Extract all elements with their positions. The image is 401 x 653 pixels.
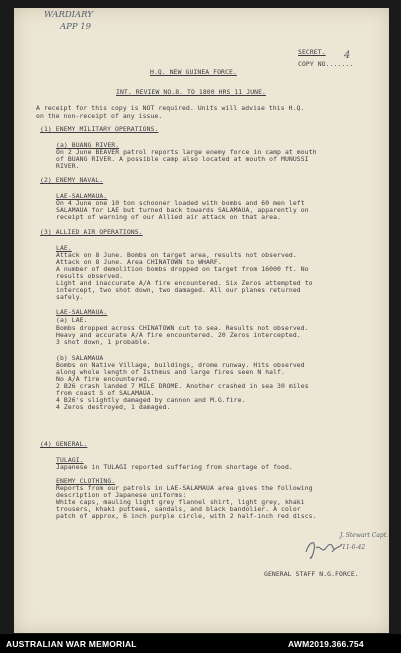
handwritten-note-wardiary: WARDIARY <box>44 10 93 20</box>
body-line: intercept, two shot down, two damaged. All our planes returned <box>56 286 301 294</box>
body-line: trousers, khaki puttees, sandals, and black bandolier. A color <box>56 505 301 513</box>
body-line: description of Japanese uniforms: <box>56 491 187 499</box>
body-line: receipt of warning of our Allied air attack on that area. <box>56 213 282 221</box>
body-line: A number of demolition bombs dropped on target from 16000 ft. No <box>56 265 309 273</box>
footer-accession-number: AWM2019.366.754 <box>288 639 364 649</box>
body-line: On 2 June BEAVER patrol reports large enemy force in camp at mouth <box>56 148 317 156</box>
subsection-heading: (a) BUANG RIVER. <box>56 141 120 149</box>
footer-institution: AUSTRALIAN WAR MEMORIAL <box>6 639 137 649</box>
body-line: (a) LAE. <box>56 316 88 324</box>
section-heading: (4) GENERAL. <box>40 440 88 448</box>
document-page <box>14 8 389 633</box>
body-line: Bombs dropped across CHINATOWN cut to sea. Results not observed. <box>56 324 309 332</box>
signature-date: 11-6-42 <box>342 544 366 551</box>
body-line: RIVER. <box>56 162 80 170</box>
body-line: along whole length of Isthmus and large fires seen N half. <box>56 368 285 376</box>
section-heading: (1) ENEMY MILITARY OPERATIONS. <box>40 125 159 133</box>
body-line: from coast S of SALAMAUA. <box>56 389 155 397</box>
document-subtitle: INT. REVIEW NO.8. TO 1800 HRS 11 JUNE. <box>116 88 267 96</box>
body-line: Attack on 8 June. Bombs on target area, results not observed. <box>56 251 297 259</box>
body-line: White caps, mauling light grey flannel shirt, light grey, khaki <box>56 498 305 506</box>
body-line: Bombs on Native Village, buildings, drome runway. Hits observed <box>56 361 305 369</box>
body-line: safely. <box>56 293 84 301</box>
body-line: Reports from our patrols in LAE-SALAMAUA area gives the following <box>56 484 313 492</box>
signature-block: GENERAL STAFF N.G.FORCE. <box>264 570 359 578</box>
body-line: 4 Zeros destroyed, 1 damaged. <box>56 403 171 411</box>
body-line: 2 B26 crash landed 7 MILE DROME. Another crashed in sea 30 miles <box>56 382 309 390</box>
signature-name: J. Stewart Capt. <box>340 532 389 539</box>
subsection-heading: LAE-SALAMAUA. <box>56 192 108 200</box>
footer-bar <box>0 634 401 653</box>
handwritten-copy-number: 4 <box>344 50 351 61</box>
subsection-heading: TULAGI. <box>56 456 84 464</box>
body-line: No A/A fire encountered. <box>56 375 151 383</box>
body-line: results observed. <box>56 272 124 280</box>
classification-label: SECRET. <box>298 48 326 56</box>
body-line: Japanese in TULAGI reported suffering from shortage of food. <box>56 463 293 471</box>
intro-line: on the non-receipt of any issue. <box>36 112 163 120</box>
body-line: Heavy and accurate A/A fire encountered. 20 Zeros intercepted. <box>56 331 301 339</box>
section-heading: (3) ALLIED AIR OPERATIONS. <box>40 228 143 236</box>
subsection-heading: LAE-SALAMAUA. <box>56 308 108 316</box>
body-line: Attack on 8 June. Area CHINATOWN to WHARF. <box>56 258 222 266</box>
body-line: (b) SALAMAUA <box>56 354 104 362</box>
body-line: patch of approx, 6 inch purple circle, with 2 half-inch red discs. <box>56 512 317 520</box>
body-line: On 4 June one 10 ton schooner loaded with bombs and 60 men left <box>56 199 305 207</box>
body-line: Light and inaccurate A/A fire encountered. Six Zeros attempted to <box>56 279 313 287</box>
copy-number-field: COPY NO....... <box>298 60 354 68</box>
body-line: SALAMAUA for LAE but turned back towards SALAMAUA, apparently on <box>56 206 309 214</box>
body-line: 3 shot down, 1 probable. <box>56 338 151 346</box>
intro-line: A receipt for this copy is NOT required. Units will advise this H.Q. <box>36 104 305 112</box>
body-line: 4 B26's slightly damaged by cannon and M.G.fire. <box>56 396 246 404</box>
subsection-heading: LAE. <box>56 244 72 252</box>
body-line: of BUANG RIVER. A possible camp also located at mouth of MUNUSSI <box>56 155 309 163</box>
subsection-heading: ENEMY CLOTHING. <box>56 477 116 485</box>
handwritten-note-app: APP 19 <box>60 22 92 32</box>
document-title: H.Q. NEW GUINEA FORCE. <box>150 68 237 76</box>
section-heading: (2) ENEMY NAVAL. <box>40 176 104 184</box>
